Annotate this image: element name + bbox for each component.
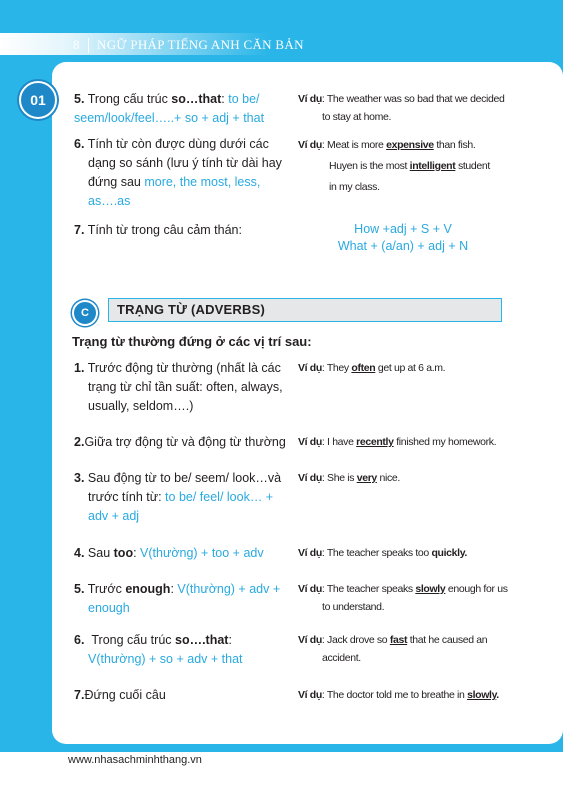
section-c-badge: C [72, 300, 98, 326]
example-5-top: Ví dụ: The weather was so bad that we decided to stay at home. [298, 93, 505, 123]
exclamation-formulas [298, 221, 508, 255]
section-title: TRẠNG TỪ (ADVERBS) [117, 302, 265, 317]
footer-website: www.nhasachminhthang.vn [68, 754, 202, 766]
adverb-item-1: 1. Trước động từ thường (nhất là các trạng từ chỉ tần suất: often, always, usually, seldom….) [74, 361, 283, 413]
item-6-top: 6. Tính từ còn được dùng dưới các dạng so sánh (lưu ý tính từ dài hay đứng sau more, the most, less, as….as [74, 137, 282, 208]
adverb-example-1: Ví dụ: They often get up at 6 a.m. [298, 362, 446, 374]
page-number: 8 [73, 37, 80, 52]
adverb-item-5: 5. Trước enough: V(thường) + adv + enough [74, 582, 281, 615]
section-title-bar [108, 298, 502, 322]
item-7-top: 7. Tính từ trong câu cảm thán: [74, 223, 242, 237]
adverb-item-3: 3. Sau động từ to be/ seem/ look…và trước tính từ: to be/ feel/ look… + adv + adj [74, 471, 282, 523]
adverb-example-6: Ví dụ: Jack drove so fast that he caused an accident. [298, 634, 488, 664]
adverb-example-2: Ví dụ: I have recently finished my homework. [298, 436, 497, 448]
chapter-badge: 01 [19, 81, 57, 119]
formula-how: How +adj + S + V [354, 222, 452, 236]
formula-what: What + (a/an) + adj + N [337, 239, 469, 253]
section-subheading: Trạng từ thường đứng ở các vị trí sau: [72, 334, 312, 349]
header-separator [88, 38, 89, 53]
adverb-example-5: Ví dụ: The teacher speaks slowly enough for us to understand. [298, 583, 508, 613]
adverb-example-3: Ví dụ: She is very nice. [298, 472, 400, 484]
page-title: NGỮ PHÁP TIẾNG ANH CĂN BẢN [97, 37, 304, 52]
item-5-top-line-1: 5. Trong cấu trúc so…that: to be/ [74, 92, 260, 106]
adverb-item-6: 6. Trong cấu trúc so….that: V(thường) + so + adv + that [74, 633, 243, 666]
example-6-top: Ví dụ: Meat is more expensive than fish. Huyen is the most intelligent student in my class. [298, 139, 490, 193]
adverb-item-7: 7.Đứng cuối câu [74, 688, 166, 702]
adverb-item-2: 2.Giữa trợ động từ và động từ thường [74, 435, 286, 449]
item-5-top-line-2: seem/look/feel…..+ so + adj + that [74, 111, 265, 125]
item-5-top [74, 90, 286, 128]
adverb-item-4: 4. Sau too: V(thường) + too + adv [74, 546, 264, 560]
adverb-example-7: Ví dụ: The doctor told me to breathe in slowly. [298, 689, 499, 701]
adverb-example-4: Ví dụ: The teacher speaks too quickly. [298, 547, 467, 559]
